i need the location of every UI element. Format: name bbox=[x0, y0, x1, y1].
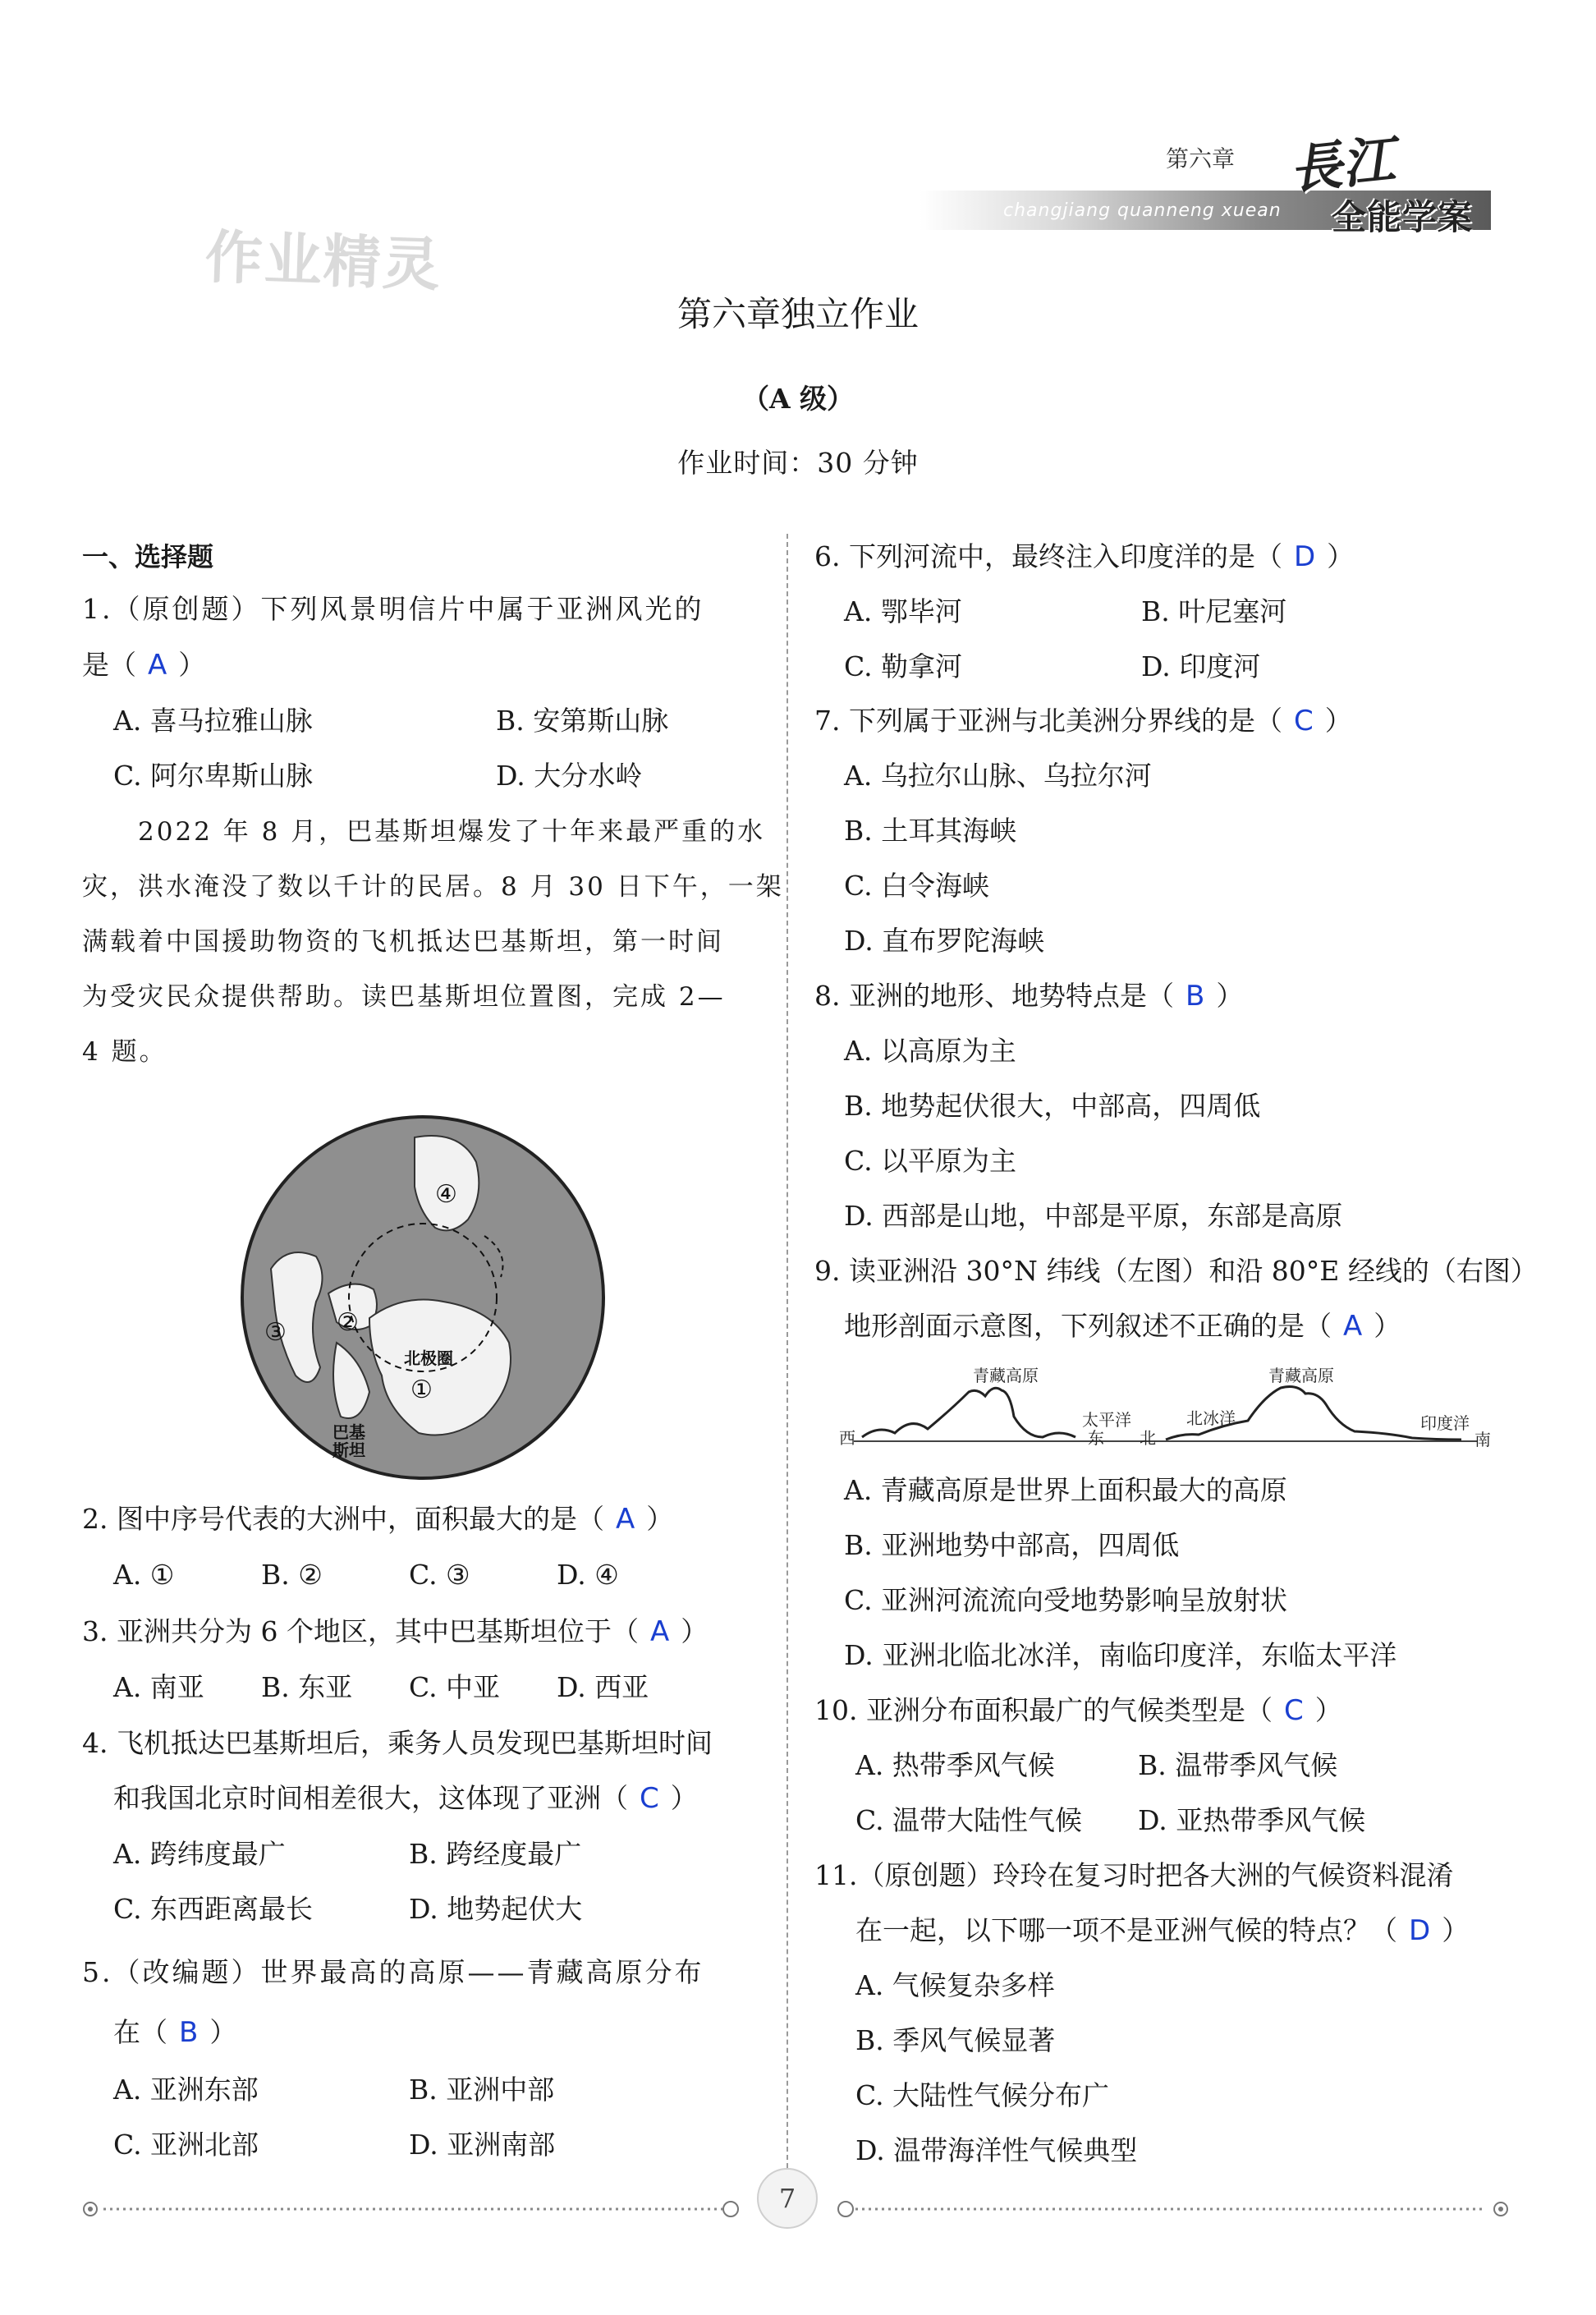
polar-map-graphic bbox=[238, 1113, 608, 1482]
q10-stem bbox=[814, 1694, 1342, 1727]
q3-stem-text: 3. 亚洲共分为 6 个地区，其中巴基斯坦位于（ bbox=[82, 1615, 639, 1647]
brand-logo-bottom: 全能学案 bbox=[1332, 197, 1474, 237]
map-label-2: ② bbox=[337, 1308, 359, 1337]
q7-close: ） bbox=[1324, 705, 1352, 737]
q1-option-d[interactable]: D. 大分水岭 bbox=[496, 760, 643, 792]
map-pakistan-label-2: 斯坦 bbox=[332, 1440, 365, 1460]
q2-close: ） bbox=[646, 1503, 674, 1535]
q1-stem-line2 bbox=[82, 649, 205, 682]
q1-option-b[interactable]: B. 安第斯山脉 bbox=[496, 705, 669, 737]
q10-option-c[interactable]: C. 温带大陆性气候 bbox=[855, 1804, 1083, 1836]
chapter-label: 第六章 bbox=[1166, 145, 1236, 172]
q9-option-a[interactable]: A. 青藏高原是世界上面积最大的高原 bbox=[844, 1474, 1287, 1506]
q6-stem-text: 6. 下列河流中，最终注入印度洋的是（ bbox=[814, 540, 1282, 572]
q4-option-d[interactable]: D. 地势起伏大 bbox=[409, 1893, 583, 1925]
passage-line: 满载着中国援助物资的飞机抵达巴基斯坦，第一时间 bbox=[82, 927, 724, 957]
q4-stem-text: 和我国北京时间相差很大，这体现了亚洲（ bbox=[113, 1782, 628, 1814]
q11-stem-text: 在一起，以下哪一项不是亚洲气候的特点？（ bbox=[855, 1914, 1397, 1946]
terrain-profile-diagram bbox=[837, 1359, 1494, 1458]
q10-option-b[interactable]: B. 温带季风气候 bbox=[1138, 1749, 1338, 1781]
map-label-1: ① bbox=[410, 1376, 433, 1404]
passage-line: 4 题。 bbox=[82, 1037, 167, 1067]
profile-pacific: 太平洋 bbox=[1082, 1410, 1131, 1430]
q5-option-d[interactable]: D. 亚洲南部 bbox=[409, 2129, 556, 2161]
q6-option-b[interactable]: B. 叶尼塞河 bbox=[1141, 595, 1287, 627]
profile-south: 南 bbox=[1474, 1430, 1491, 1449]
q8-close: ） bbox=[1216, 980, 1244, 1012]
q6-option-d[interactable]: D. 印度河 bbox=[1141, 650, 1261, 682]
q11-option-c[interactable]: C. 大陆性气候分布广 bbox=[855, 2079, 1110, 2111]
q1-option-c[interactable]: C. 阿尔卑斯山脉 bbox=[113, 760, 314, 792]
q5-option-a[interactable]: A. 亚洲东部 bbox=[113, 2074, 259, 2106]
q10-option-a[interactable]: A. 热带季风气候 bbox=[855, 1749, 1055, 1781]
q5-option-c[interactable]: C. 亚洲北部 bbox=[113, 2129, 259, 2161]
q4-answer: C bbox=[640, 1782, 659, 1815]
q8-option-b[interactable]: B. 地势起伏很大，中部高，四周低 bbox=[844, 1090, 1261, 1122]
profile-east: 东 bbox=[1088, 1428, 1104, 1448]
page-title: 第六章独立作业 bbox=[676, 294, 919, 334]
q2-answer: A bbox=[615, 1503, 635, 1536]
q7-option-c[interactable]: C. 白令海峡 bbox=[844, 870, 990, 902]
q4-close: ） bbox=[670, 1782, 698, 1814]
q7-answer: C bbox=[1293, 705, 1314, 737]
q3-answer: A bbox=[649, 1615, 670, 1648]
profile-indian-ocean: 印度洋 bbox=[1420, 1413, 1470, 1433]
q1-stem-text: 是（ bbox=[82, 649, 136, 681]
q5-stem-text: 在（ bbox=[113, 2016, 167, 2048]
section-heading: 一、选择题 bbox=[82, 541, 214, 572]
q3-option-c[interactable]: C. 中亚 bbox=[409, 1671, 501, 1703]
q10-option-d[interactable]: D. 亚热带季风气候 bbox=[1138, 1804, 1366, 1836]
q4-option-c[interactable]: C. 东西距离最长 bbox=[113, 1893, 314, 1925]
page-number: 7 bbox=[757, 2168, 818, 2229]
q11-answer: D bbox=[1409, 1914, 1431, 1947]
q8-option-a[interactable]: A. 以高原为主 bbox=[844, 1035, 1016, 1067]
q6-option-a[interactable]: A. 鄂毕河 bbox=[844, 595, 962, 627]
q3-stem bbox=[82, 1615, 708, 1648]
profile-north: 北 bbox=[1140, 1428, 1156, 1448]
q5-stem-line1: 5.（改编题）世界最高的高原——青藏高原分布 bbox=[82, 1956, 704, 1988]
q6-answer: D bbox=[1293, 540, 1316, 573]
q7-stem-text: 7. 下列属于亚洲与北美洲分界线的是（ bbox=[814, 705, 1282, 737]
q4-stem-line1: 4. 飞机抵达巴基斯坦后，乘务人员发现巴基斯坦时间 bbox=[82, 1727, 713, 1759]
q7-option-d[interactable]: D. 直布罗陀海峡 bbox=[844, 925, 1045, 957]
q1-option-a[interactable]: A. 喜马拉雅山脉 bbox=[113, 705, 313, 737]
map-label-4: ④ bbox=[435, 1180, 457, 1209]
watermark: 作业精灵 bbox=[204, 223, 443, 299]
time-limit: 作业时间：30 分钟 bbox=[677, 447, 919, 479]
q3-option-b[interactable]: B. 东亚 bbox=[261, 1671, 353, 1703]
q4-stem-line2 bbox=[113, 1782, 698, 1815]
q3-option-a[interactable]: A. 南亚 bbox=[113, 1671, 204, 1703]
q9-stem-line1: 9. 读亚洲沿 30°N 纬线（左图）和沿 80°E 经线的（右图） bbox=[814, 1255, 1538, 1287]
profile-west: 西 bbox=[839, 1428, 855, 1448]
passage-line: 灾，洪水淹没了数以千计的民居。8 月 30 日下午，一架 bbox=[82, 872, 784, 902]
q9-stem-text: 地形剖面示意图，下列叙述不正确的是（ bbox=[844, 1310, 1332, 1342]
map-pakistan-label-1: 巴基 bbox=[332, 1422, 365, 1442]
q6-option-c[interactable]: C. 勒拿河 bbox=[844, 650, 963, 682]
map-arctic-circle-label: 北极圈 bbox=[404, 1348, 453, 1368]
q9-option-d[interactable]: D. 亚洲北临北冰洋，南临印度洋，东临太平洋 bbox=[844, 1639, 1397, 1671]
brand-pinyin: changjiang quanneng xuean bbox=[1003, 200, 1282, 221]
q8-option-d[interactable]: D. 西部是山地，中部是平原，东部是高原 bbox=[844, 1200, 1343, 1232]
q11-option-d[interactable]: D. 温带海洋性气候典型 bbox=[855, 2134, 1138, 2166]
column-divider bbox=[787, 534, 788, 2176]
terrain-profile-graphic bbox=[837, 1359, 1494, 1458]
q2-option-b[interactable]: B. ② bbox=[261, 1559, 323, 1591]
profile-plateau-left: 青藏高原 bbox=[973, 1366, 1039, 1385]
q8-answer: B bbox=[1185, 980, 1205, 1013]
q2-stem bbox=[82, 1503, 673, 1536]
q1-close: ） bbox=[178, 649, 206, 681]
q8-stem bbox=[814, 980, 1243, 1013]
q2-option-c[interactable]: C. ③ bbox=[409, 1559, 470, 1591]
q2-option-a[interactable]: A. ① bbox=[113, 1559, 175, 1591]
pakistan-location-map bbox=[238, 1113, 608, 1482]
passage-line: 2022 年 8 月，巴基斯坦爆发了十年来最严重的水 bbox=[138, 817, 766, 847]
q7-stem bbox=[814, 705, 1352, 737]
map-label-3: ③ bbox=[264, 1318, 287, 1347]
brand-logo-top: 長江 bbox=[1286, 129, 1398, 202]
q9-stem-line2 bbox=[844, 1310, 1401, 1343]
q9-close: ） bbox=[1374, 1310, 1401, 1342]
q9-option-c[interactable]: C. 亚洲河流流向受地势影响呈放射状 bbox=[844, 1584, 1288, 1616]
q4-option-a[interactable]: A. 跨纬度最广 bbox=[113, 1838, 286, 1870]
passage-line: 为受灾民众提供帮助。读巴基斯坦位置图，完成 2— bbox=[82, 982, 726, 1012]
q1-answer: A bbox=[148, 649, 167, 682]
q3-option-d[interactable]: D. 西亚 bbox=[557, 1671, 649, 1703]
q10-stem-text: 10. 亚洲分布面积最广的气候类型是（ bbox=[814, 1694, 1273, 1726]
q9-option-b[interactable]: B. 亚洲地势中部高，四周低 bbox=[844, 1529, 1180, 1561]
q11-stem-line2 bbox=[855, 1914, 1469, 1947]
q3-close: ） bbox=[681, 1615, 709, 1647]
q7-option-b[interactable]: B. 土耳其海峡 bbox=[844, 815, 1017, 847]
q9-answer: A bbox=[1343, 1310, 1363, 1343]
profile-arctic-ocean: 北冰洋 bbox=[1186, 1408, 1236, 1428]
profile-plateau-right: 青藏高原 bbox=[1268, 1366, 1334, 1385]
q11-close: ） bbox=[1442, 1914, 1470, 1946]
q11-stem-line1: 11.（原创题）玲玲在复习时把各大洲的气候资料混淆 bbox=[814, 1859, 1454, 1891]
q6-stem bbox=[814, 540, 1354, 573]
q2-option-d[interactable]: D. ④ bbox=[557, 1559, 619, 1591]
q11-option-b[interactable]: B. 季风气候显著 bbox=[855, 2024, 1056, 2056]
q4-option-b[interactable]: B. 跨经度最广 bbox=[409, 1838, 582, 1870]
q10-close: ） bbox=[1314, 1694, 1342, 1726]
q5-stem-line2 bbox=[113, 2016, 236, 2049]
q5-close: ） bbox=[209, 2016, 237, 2048]
q5-option-b[interactable]: B. 亚洲中部 bbox=[409, 2074, 555, 2106]
q5-answer: B bbox=[179, 2016, 199, 2049]
q1-stem-line1: 1.（原创题）下列风景明信片中属于亚洲风光的 bbox=[82, 593, 704, 625]
q8-option-c[interactable]: C. 以平原为主 bbox=[844, 1145, 1017, 1177]
q11-option-a[interactable]: A. 气候复杂多样 bbox=[855, 1969, 1055, 2001]
q6-close: ） bbox=[1327, 540, 1355, 572]
q7-option-a[interactable]: A. 乌拉尔山脉、乌拉尔河 bbox=[844, 760, 1152, 792]
q10-answer: C bbox=[1283, 1694, 1304, 1727]
level-label: （A 级） bbox=[741, 383, 855, 415]
q8-stem-text: 8. 亚洲的地形、地势特点是（ bbox=[814, 980, 1174, 1012]
q2-stem-text: 2. 图中序号代表的大洲中，面积最大的是（ bbox=[82, 1503, 604, 1535]
